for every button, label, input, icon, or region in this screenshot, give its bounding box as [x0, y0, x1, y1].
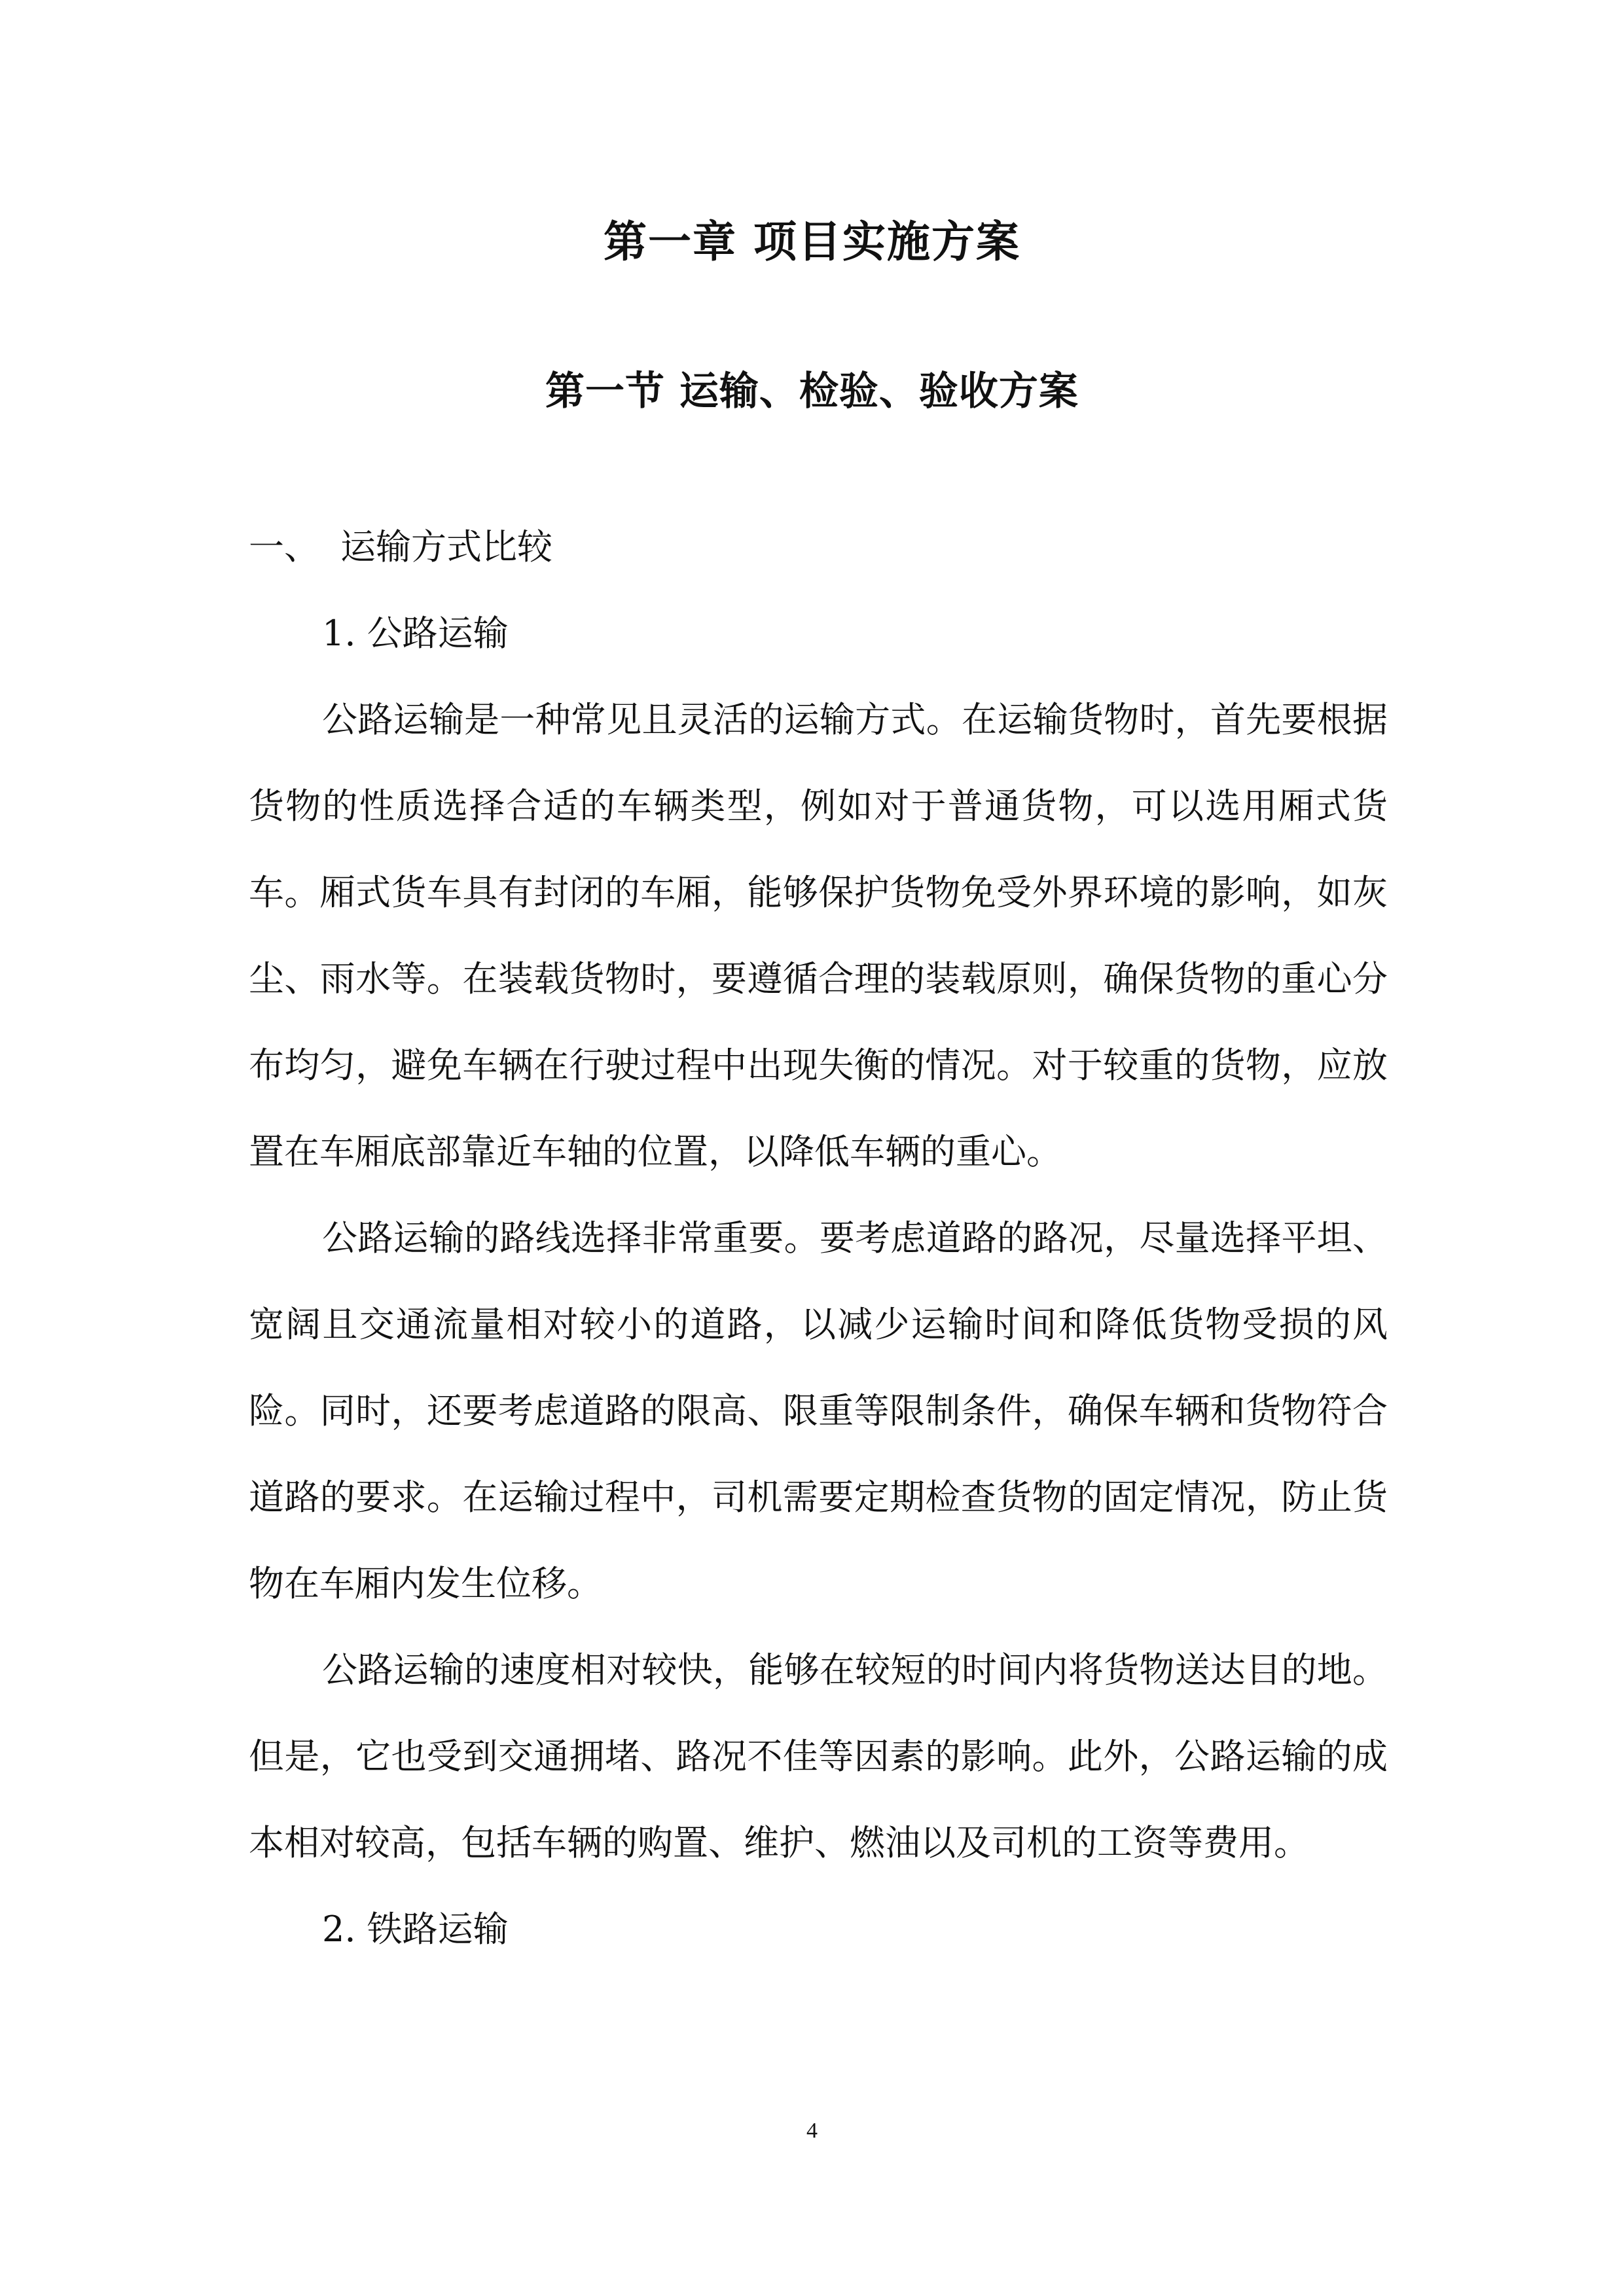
heading-level-1-number: 一、 — [249, 526, 319, 567]
paragraph-road-2: 公路运输的路线选择非常重要。要考虑道路的路况，尽量选择平坦、宽阔且交通流量相对较小的道路，以减少运输时间和降低货物受损的风险。同时，还要考虑道路的限高、限重等限制条件，确保车辆和货物符合道路的要求。在运输过程中，司机需要定期检查货物的固定情况，防止货物在车厢内发生位移。 — [249, 1217, 1388, 1604]
paragraph-road-3: 公路运输的速度相对较快，能够在较短的时间内将货物送达目的地。但是，它也受到交通拥堵、路况不佳等因素的影响。此外，公路运输的成本相对较高，包括车辆的购置、维护、燃油以及司机的工资等费用。 — [249, 1649, 1388, 1863]
page-number: 4 — [806, 2119, 818, 2143]
heading-level-1-text: 运输方式比较 — [340, 526, 552, 567]
section-title: 第一节 运输、检验、验收方案 — [545, 368, 1079, 414]
heading-level-1 — [249, 504, 1388, 590]
paragraph-road-1: 公路运输是一种常见且灵活的运输方式。在运输货物时，首先要根据货物的性质选择合适的车辆类型，例如对于普通货物，可以选用厢式货车。厢式货车具有封闭的车厢，能够保护货物免受外界环境的影响，如灰尘、雨水等。在装载货物时，要遵循合理的装载原则，确保货物的重心分布均匀，避免车辆在行驶过程中出现失衡的情况。对于较重的货物，应放置在车厢底部靠近车轴的位置，以降低车辆的重心。 — [249, 699, 1388, 1172]
heading-road-transport: 1. 公路运输 — [322, 613, 509, 654]
heading-rail-transport: 2. 铁路运输 — [322, 1909, 509, 1950]
chapter-title: 第一章 项目实施方案 — [604, 217, 1020, 267]
body-text — [249, 504, 1388, 1973]
